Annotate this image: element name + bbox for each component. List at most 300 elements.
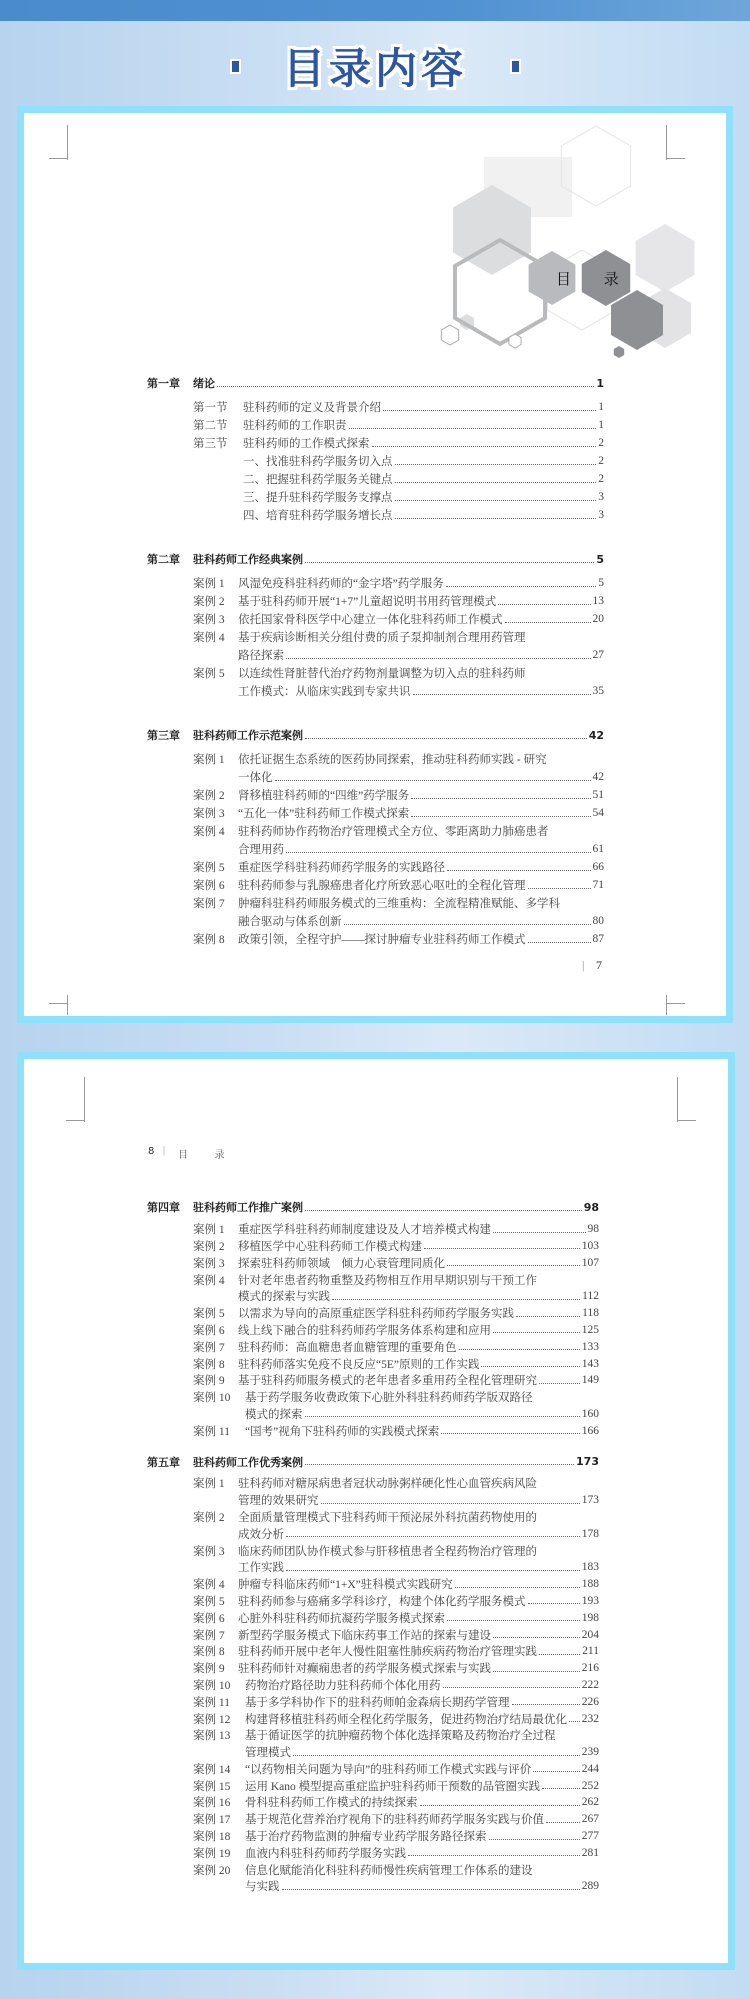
entry-title: 驻科药师落实免疫不良反应“5E”原则的工作实践 — [238, 1358, 480, 1371]
entry-page: 20 — [592, 613, 604, 625]
toc-entry[interactable] — [147, 1828, 599, 1845]
entry-title: 融合驱动与体系创新 — [238, 916, 342, 928]
dot-leader — [528, 888, 591, 889]
dot-leader — [528, 942, 591, 943]
dot-leader — [446, 586, 597, 587]
entry-title: 构建肾移植驻科药师全程化药学服务，促进药物治疗结局最优化 — [245, 1713, 567, 1726]
entry-page: 5 — [598, 577, 604, 589]
chapter-heading[interactable] — [147, 1199, 599, 1216]
dot-leader — [408, 1855, 580, 1856]
entry-title: 重症医学科驻科药师药学服务的实践路径 — [238, 862, 445, 874]
toc-entry[interactable] — [147, 894, 604, 912]
toc-entry[interactable] — [147, 1794, 599, 1811]
toc-entry[interactable] — [147, 1710, 599, 1727]
entry-title: 针对老年患者药物重整及药物相互作用早期识别与干预工作 — [238, 1274, 537, 1287]
hexagon-decoration — [0, 0, 750, 400]
footer-separator: | — [582, 958, 585, 972]
header-separator: | — [163, 1145, 166, 1156]
toc-entry[interactable] — [147, 1761, 599, 1778]
toc-entry-continuation[interactable] — [147, 1744, 599, 1761]
dot-leader — [275, 780, 591, 781]
entry-page: 281 — [581, 1846, 599, 1859]
dot-leader — [493, 1332, 580, 1333]
entry-label: 案例 11 — [193, 1425, 230, 1438]
toc-list — [147, 374, 604, 948]
entry-page: 42 — [592, 771, 604, 783]
entry-title: “五化一体”驻科药师工作模式探索 — [238, 808, 410, 820]
entry-label: 案例 8 — [193, 934, 225, 946]
entry-title: 成效分析 — [238, 1528, 284, 1541]
chapter-heading[interactable] — [147, 550, 604, 568]
chapter-heading[interactable] — [147, 1453, 599, 1470]
entry-page: 107 — [581, 1256, 599, 1269]
chapter-label: 第三章 — [147, 729, 180, 742]
entry-label: 案例 4 — [193, 632, 225, 644]
entry-page: 54 — [592, 807, 604, 819]
entry-page: 193 — [581, 1594, 599, 1607]
entry-title: 基于治疗药物监测的肿瘤专业药学服务路径探索 — [245, 1831, 487, 1844]
entry-title: “以药物相关问题为导向”的驻科药师工作模式实践与评价 — [245, 1763, 532, 1776]
toc-entry[interactable] — [147, 1844, 599, 1861]
entry-label: 案例 12 — [193, 1713, 231, 1726]
toc-entry[interactable] — [147, 1660, 599, 1677]
entry-page: 2 — [598, 455, 604, 467]
toc-entry[interactable] — [147, 1322, 599, 1339]
dot-leader — [286, 658, 591, 659]
dot-leader — [498, 604, 590, 605]
entry-page: 239 — [581, 1746, 599, 1759]
entry-label: 案例 3 — [193, 1545, 225, 1558]
entry-title: 工作实践 — [238, 1562, 284, 1575]
entry-label: 案例 4 — [193, 1274, 225, 1287]
entry-label: 案例 7 — [193, 1629, 225, 1642]
entry-title: 模式的探索与实践 — [238, 1291, 330, 1304]
dot-leader — [217, 386, 594, 387]
chapter-page: 98 — [583, 1200, 599, 1214]
entry-label: 案例 10 — [193, 1679, 231, 1692]
toc-entry[interactable] — [147, 610, 604, 628]
dot-leader — [395, 464, 597, 465]
entry-label: 案例 4 — [193, 826, 225, 838]
entry-label: 案例 5 — [193, 1595, 225, 1608]
entry-page: 252 — [581, 1779, 599, 1792]
crop-mark — [49, 1003, 68, 1004]
entry-title: 驻科药师参与癌痛多学科诊疗，构建个体化药学服务模式 — [238, 1595, 526, 1608]
entry-label: 案例 3 — [193, 808, 225, 820]
entry-title: 工作模式：从临床实践到专家共识 — [238, 686, 411, 698]
dot-leader — [293, 1755, 580, 1756]
crop-mark — [66, 1120, 85, 1121]
chapter-title: 绪论 — [193, 377, 215, 390]
toc-entry[interactable] — [147, 1643, 599, 1660]
entry-label: 案例 7 — [193, 898, 225, 910]
entry-title: 二、把握驻科药学服务关键点 — [243, 474, 393, 486]
entry-page: 66 — [592, 861, 604, 873]
toc-entry-continuation[interactable] — [147, 768, 604, 786]
toc-entry-continuation[interactable] — [147, 1492, 599, 1509]
entry-label: 案例 18 — [193, 1831, 231, 1844]
crop-mark — [677, 1120, 696, 1121]
toc-entry-continuation[interactable] — [147, 912, 604, 930]
entry-title: 基于循证医学的抗肿瘤药物个体化选择策略及药物治疗全过程 — [245, 1730, 556, 1743]
entry-title: 驻科药师参与乳腺癌患者化疗所致恶心呕吐的全程化管理 — [238, 880, 526, 892]
toc-entry[interactable] — [147, 1389, 599, 1406]
entry-title: 合理用药 — [238, 844, 284, 856]
dot-leader — [489, 1839, 580, 1840]
chapter-page: 1 — [596, 376, 604, 390]
toc-entry[interactable] — [147, 804, 604, 822]
chapter-title: 驻科药师工作经典案例 — [193, 553, 303, 566]
dot-leader — [546, 1822, 580, 1823]
entry-title: 线上线下融合的驻科药师药学服务体系构建和应用 — [238, 1324, 491, 1337]
dot-leader — [395, 500, 597, 501]
entry-page: 204 — [581, 1628, 599, 1641]
entry-label: 案例 2 — [193, 1240, 225, 1253]
entry-title: 驻科药师：高血糖患者血糖管理的重要角色 — [238, 1341, 457, 1354]
entry-title: 基于规范化营养治疗视角下的驻科药师药学服务实践与价值 — [245, 1814, 544, 1827]
toc-entry[interactable] — [147, 930, 604, 948]
entry-page: 3 — [598, 491, 604, 503]
dot-leader — [305, 1464, 574, 1465]
entry-label: 案例 19 — [193, 1847, 231, 1860]
dot-leader — [493, 1232, 586, 1233]
entry-title: 驻科药师的定义及背景介绍 — [243, 402, 381, 414]
chapter-title: 驻科药师工作推广案例 — [193, 1201, 303, 1215]
entry-label: 第三节 — [193, 438, 228, 450]
running-head: 目 录 — [178, 1150, 237, 1161]
toc-entry[interactable] — [147, 750, 604, 768]
entry-page: 98 — [587, 1223, 599, 1236]
hexagon-shape — [509, 334, 521, 348]
entry-page: 222 — [581, 1678, 599, 1691]
entry-page: 289 — [581, 1880, 599, 1893]
crop-mark — [666, 1003, 685, 1004]
entry-page: 277 — [581, 1830, 599, 1843]
entry-title: 政策引领，全程守护——探讨肿瘤专业驻科药师工作模式 — [238, 934, 526, 946]
entry-title: 风湿免疫科驻科药师的“金字塔”药学服务 — [238, 578, 444, 590]
dot-leader — [516, 1316, 580, 1317]
page-heading: 目 录 — [556, 270, 633, 288]
dot-leader — [455, 1587, 580, 1588]
dot-leader — [282, 1889, 580, 1890]
chapter-title: 驻科药师工作示范案例 — [193, 729, 303, 742]
entry-title: 驻科药师的工作模式探索 — [243, 438, 370, 450]
entry-label: 案例 6 — [193, 1324, 225, 1337]
entry-page: 3 — [598, 509, 604, 521]
entry-label: 案例 16 — [193, 1797, 231, 1810]
chapter-heading[interactable] — [147, 726, 604, 744]
toc-entry[interactable] — [147, 1777, 599, 1794]
entry-page: 267 — [581, 1813, 599, 1826]
toc-entry[interactable] — [147, 786, 604, 804]
toc-entry[interactable] — [147, 1509, 599, 1526]
toc-entry[interactable] — [147, 1238, 599, 1255]
entry-page: 188 — [581, 1578, 599, 1591]
entry-title: 信息化赋能消化科驻科药师慢性疾病管理工作体系的建设 — [245, 1864, 533, 1877]
dot-leader — [286, 1570, 580, 1571]
chapter-label: 第四章 — [147, 1201, 180, 1215]
entry-page: 173 — [581, 1494, 599, 1507]
entry-label: 案例 7 — [193, 1341, 225, 1354]
entry-title: 心脏外科驻科药师抗凝药学服务模式探索 — [238, 1612, 445, 1625]
entry-title: 骨科驻科药师工作模式的持续探索 — [245, 1797, 418, 1810]
toc-entry[interactable] — [147, 1254, 599, 1271]
entry-page: 244 — [581, 1762, 599, 1775]
chapter-label: 第一章 — [147, 377, 180, 390]
entry-title: 管理模式 — [245, 1747, 291, 1760]
entry-title: 管理的效果研究 — [238, 1495, 319, 1508]
entry-page: 262 — [581, 1796, 599, 1809]
entry-label: 案例 6 — [193, 1612, 225, 1625]
toc-entry[interactable] — [147, 1861, 599, 1878]
toc-entry[interactable] — [147, 876, 604, 894]
dot-leader — [447, 1265, 580, 1266]
dot-leader — [481, 1366, 579, 1367]
chapter-page: 173 — [576, 1455, 599, 1469]
entry-title: 基于驻科药师开展“1+7”儿童超说明书用药管理模式 — [238, 596, 497, 608]
toc-entry[interactable] — [147, 434, 604, 452]
dot-leader — [443, 1687, 580, 1688]
entry-title: 临床药师团队协作模式参与肝移植患者全程药物治疗管理的 — [238, 1545, 537, 1558]
entry-page: 51 — [592, 789, 604, 801]
dot-leader — [305, 738, 587, 739]
entry-label: 案例 11 — [193, 1696, 230, 1709]
dot-leader — [349, 428, 597, 429]
toc-entry-continuation[interactable] — [147, 1288, 599, 1305]
entry-label: 案例 3 — [193, 1257, 225, 1270]
toc-entry[interactable] — [147, 1727, 599, 1744]
entry-page: 27 — [592, 649, 604, 661]
entry-label: 案例 5 — [193, 862, 225, 874]
chapter-page: 42 — [588, 728, 604, 742]
crop-mark — [67, 995, 68, 1015]
entry-page: 183 — [581, 1561, 599, 1574]
entry-title: 新型药学服务模式下临床药事工作站的探索与建设 — [238, 1629, 491, 1642]
dot-leader — [539, 1383, 580, 1384]
toc-entry-continuation[interactable] — [147, 646, 604, 664]
dot-leader — [533, 1771, 580, 1772]
toc-entry[interactable] — [147, 1422, 599, 1439]
toc-entry[interactable] — [147, 398, 604, 416]
entry-title: 重症医学科驻科药师制度建设及人才培养模式构建 — [238, 1224, 491, 1237]
toc-entry[interactable] — [147, 1221, 599, 1238]
entry-page: 103 — [581, 1239, 599, 1252]
entry-page: 216 — [581, 1662, 599, 1675]
entry-title: 探索驻科药师领域 倾力心衰管理同质化 — [238, 1257, 445, 1270]
toc-entry[interactable] — [147, 1542, 599, 1559]
toc-entry[interactable] — [147, 664, 604, 682]
entry-page: 125 — [581, 1323, 599, 1336]
entry-title: 四、培育驻科药学服务增长点 — [243, 510, 393, 522]
entry-page: 178 — [581, 1527, 599, 1540]
dot-leader — [413, 694, 591, 695]
entry-title: 以连续性肾脏替代治疗药物剂量调整为切入点的驻科药师 — [238, 668, 526, 680]
entry-title: 基于驻科药师服务模式的老年患者多重用药全程化管理研究 — [238, 1375, 537, 1388]
dot-leader — [447, 1620, 580, 1621]
dot-leader — [411, 798, 590, 799]
entry-label: 案例 1 — [193, 578, 225, 590]
toc-entry[interactable] — [147, 488, 604, 506]
toc-entry[interactable] — [147, 470, 604, 488]
crop-mark — [666, 995, 667, 1015]
toc-entry[interactable] — [147, 452, 604, 470]
entry-page: 232 — [581, 1712, 599, 1725]
entry-title: 移植医学中心驻科药师工作模式构建 — [238, 1240, 422, 1253]
entry-page: 166 — [581, 1424, 599, 1437]
entry-title: 血液内科驻科药师药学服务实践 — [245, 1847, 406, 1860]
banner-title: 目录内容 — [282, 44, 467, 93]
entry-label: 案例 13 — [193, 1730, 231, 1743]
dot-leader — [539, 1654, 580, 1655]
entry-title: 驻科药师的工作职责 — [243, 420, 347, 432]
toc-entry[interactable] — [147, 1576, 599, 1593]
entry-label: 案例 8 — [193, 1646, 225, 1659]
toc-entry[interactable] — [147, 1626, 599, 1643]
entry-title: 模式的探索 — [245, 1408, 303, 1421]
dot-leader — [441, 1433, 580, 1434]
toc-entry-continuation[interactable] — [147, 1559, 599, 1576]
entry-title: 驻科药师对糖尿病患者冠状动脉粥样硬化性心血管疾病风险 — [238, 1478, 537, 1491]
entry-label: 第一节 — [193, 402, 228, 414]
entry-label: 案例 6 — [193, 880, 225, 892]
entry-page: 160 — [581, 1407, 599, 1420]
entry-title: 一体化 — [238, 772, 273, 784]
entry-label: 案例 8 — [193, 1358, 225, 1371]
toc-entry[interactable] — [147, 858, 604, 876]
entry-page: 87 — [592, 933, 604, 945]
chapter-title: 驻科药师工作优秀案例 — [193, 1455, 303, 1469]
entry-page: 2 — [598, 473, 604, 485]
entry-page: 2 — [598, 437, 604, 449]
entry-title: 一、找准驻科药学服务切入点 — [243, 456, 393, 468]
hexagon-shape — [441, 325, 458, 345]
entry-label: 案例 1 — [193, 1478, 225, 1491]
entry-label: 案例 3 — [193, 614, 225, 626]
dot-leader — [305, 1210, 582, 1211]
entry-title: 基于多学科协作下的驻科药师帕金森病长期药学管理 — [245, 1696, 510, 1709]
entry-page: 71 — [592, 879, 604, 891]
toc-entry-continuation[interactable] — [147, 1525, 599, 1542]
toc-entry[interactable] — [147, 592, 604, 610]
entry-page: 35 — [592, 685, 604, 697]
dot-leader — [411, 816, 590, 817]
entry-label: 案例 5 — [193, 668, 225, 680]
toc-entry[interactable] — [147, 1475, 599, 1492]
toc-entry[interactable] — [147, 416, 604, 434]
toc-entry[interactable] — [147, 1811, 599, 1828]
toc-entry[interactable] — [147, 574, 604, 592]
dot-leader — [344, 924, 591, 925]
dot-leader — [321, 1503, 580, 1504]
toc-entry[interactable] — [147, 1677, 599, 1694]
toc-entry[interactable] — [147, 506, 604, 524]
toc-entry-continuation[interactable] — [147, 682, 604, 700]
entry-page: 198 — [581, 1611, 599, 1624]
entry-page: 112 — [582, 1290, 599, 1303]
hexagon-shape — [636, 224, 695, 292]
entry-label: 案例 1 — [193, 1224, 225, 1237]
dot-leader — [383, 410, 596, 411]
entry-page: 61 — [592, 843, 604, 855]
entry-label: 案例 14 — [193, 1763, 231, 1776]
entry-title: 驻科药师开展中老年人慢性阻塞性肺疾病药物治疗管理实践 — [238, 1646, 537, 1659]
entry-page: 211 — [582, 1645, 599, 1658]
entry-label: 案例 15 — [193, 1780, 231, 1793]
entry-title: 以需求为导向的高原重症医学科驻科药师药学服务实践 — [238, 1308, 514, 1321]
entry-label: 案例 4 — [193, 1579, 225, 1592]
dot-leader — [512, 1704, 580, 1705]
entry-label: 案例 2 — [193, 596, 225, 608]
toc-entry[interactable] — [147, 1372, 599, 1389]
dot-leader — [424, 1248, 580, 1249]
dot-leader — [505, 622, 591, 623]
toc-entry[interactable] — [147, 1609, 599, 1626]
toc-entry[interactable] — [147, 628, 604, 646]
entry-page: 226 — [581, 1695, 599, 1708]
entry-title: 肿瘤专科临床药师“1+X”驻科模式实践研究 — [238, 1579, 453, 1592]
entry-page: 133 — [581, 1340, 599, 1353]
entry-label: 案例 9 — [193, 1663, 225, 1676]
toc-entry[interactable] — [147, 822, 604, 840]
entry-page: 1 — [598, 401, 604, 413]
entry-page: 80 — [592, 915, 604, 927]
entry-title: 全面质量管理模式下驻科药师干预泌尿外科抗菌药物使用的 — [238, 1511, 537, 1524]
entry-title: 基于药学服务收费政策下心脏外科驻科药师药学版双路径 — [245, 1392, 533, 1405]
entry-page: 1 — [598, 419, 604, 431]
entry-title: 基于疾病诊断相关分组付费的质子泵抑制剂合理用药管理 — [238, 632, 526, 644]
entry-label: 案例 5 — [193, 1308, 225, 1321]
entry-label: 案例 9 — [193, 1375, 225, 1388]
toc-entry[interactable] — [147, 1693, 599, 1710]
entry-page: 118 — [582, 1307, 599, 1320]
dot-leader — [542, 1788, 580, 1789]
dot-leader — [569, 1721, 580, 1722]
entry-title: 驻科药师针对癫痫患者的药学服务模式探索与实践 — [238, 1663, 491, 1676]
entry-page: 143 — [581, 1357, 599, 1370]
dot-leader — [305, 562, 594, 563]
dot-leader — [493, 1637, 580, 1638]
crop-mark — [677, 1077, 678, 1122]
entry-label: 案例 10 — [193, 1392, 231, 1405]
entry-title: 运用 Kano 模型提高重症监护驻科药师干预数的品管圈实践 — [245, 1780, 541, 1793]
entry-page: 13 — [592, 595, 604, 607]
toc-entry-continuation[interactable] — [147, 1878, 599, 1895]
entry-page: 149 — [581, 1374, 599, 1387]
crop-mark — [84, 1077, 85, 1122]
dot-leader — [528, 1603, 580, 1604]
entry-title: 肾移植驻科药师的“四维”药学服务 — [238, 790, 410, 802]
toc-entry[interactable] — [147, 1271, 599, 1288]
page-number: 8 — [148, 1146, 155, 1157]
entry-label: 案例 17 — [193, 1814, 231, 1827]
toc-entry-continuation[interactable] — [147, 840, 604, 858]
toc-entry[interactable] — [147, 1338, 599, 1355]
chapter-heading[interactable] — [147, 374, 604, 392]
dot-leader — [395, 482, 597, 483]
toc-entry[interactable] — [147, 1355, 599, 1372]
toc-entry[interactable] — [147, 1305, 599, 1322]
hexagon-shape — [614, 346, 624, 358]
entry-title: 与实践 — [245, 1881, 280, 1894]
page-number: 7 — [596, 958, 602, 972]
dot-leader — [286, 852, 591, 853]
toc-entry[interactable] — [147, 1593, 599, 1610]
dot-leader — [493, 1671, 580, 1672]
dot-leader — [372, 446, 597, 447]
toc-entry-continuation[interactable] — [147, 1406, 599, 1423]
chapter-page: 5 — [596, 552, 604, 566]
entry-title: 肿瘤科驻科药师服务模式的三维重构：全流程精准赋能、多学科 — [238, 898, 560, 910]
